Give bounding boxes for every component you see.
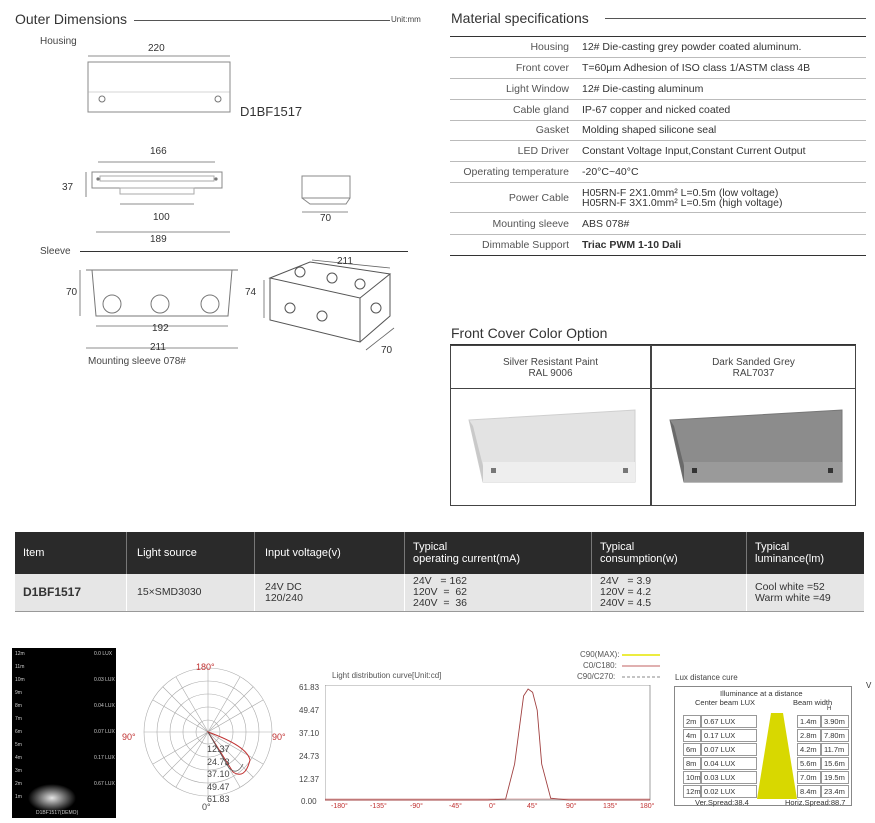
power-cable-low: H05RN-F 2X1.0mm² L=0.5m (low voltage)	[582, 186, 779, 199]
material-rule	[605, 18, 866, 19]
lux-row-lux: 0.67 LUX	[701, 715, 757, 728]
color-option-silver	[450, 345, 651, 506]
spec-row	[450, 214, 866, 235]
dim-192: 192	[152, 323, 169, 334]
front-cover-title: Front Cover Color Option	[451, 325, 608, 341]
dim-166: 166	[150, 146, 167, 157]
ytick: 24.73	[299, 752, 320, 761]
glow-row-label: 7m	[15, 716, 22, 722]
lux-row-lux: 0.02 LUX	[701, 785, 757, 798]
spec-row	[450, 141, 866, 162]
spec-key: Front cover	[515, 62, 569, 74]
spec-key: Mounting sleeve	[492, 218, 569, 230]
dim-74: 74	[245, 287, 257, 298]
dim-70-iso: 70	[381, 345, 393, 356]
lux-row-h: 5.6m	[797, 757, 821, 770]
glow-row-label: 1m	[15, 794, 22, 800]
legend-c0c180: C0/C180:	[583, 661, 617, 670]
illuminance-render	[12, 648, 116, 818]
glow-row-label: 12m	[15, 651, 25, 657]
ytick: 12.37	[299, 775, 320, 784]
polar-ring-label: 24.73	[207, 757, 230, 767]
lux-row-h: 1.4m	[797, 715, 821, 728]
col-consumption: Typical consumption(w)	[592, 532, 747, 574]
spec-key: Dimmable Support	[482, 239, 569, 251]
glow-row-label: 3m	[15, 768, 22, 774]
lux-sub: Illuminance at a distance	[720, 689, 803, 698]
polar-ring-label: 12.37	[207, 744, 230, 754]
glow-row-label: 9m	[15, 690, 22, 696]
product-table-header	[15, 532, 864, 574]
spec-key: Gasket	[535, 124, 569, 136]
xtick: 180°	[640, 803, 655, 810]
xtick: -180°	[331, 803, 348, 810]
power-cable-high: H05RN-F 3X1.0mm² L=0.5m (high voltage)	[582, 196, 783, 209]
lux-row-h: 2.8m	[797, 729, 821, 742]
dim-100: 100	[153, 212, 170, 223]
ytick: 61.83	[299, 683, 320, 692]
lux-row-distance: 10m	[683, 771, 701, 784]
lux-row-h: 4.2m	[797, 743, 821, 756]
spec-key: Cable gland	[512, 104, 569, 116]
housing-drawing	[80, 42, 410, 252]
spec-row	[450, 235, 866, 256]
spec-key: Power Cable	[508, 191, 569, 204]
col-item: Item	[15, 532, 127, 574]
col-current: Typical operating current(mA)	[405, 532, 592, 574]
xtick: -90°	[410, 803, 423, 810]
material-title: Material specifications	[451, 10, 589, 26]
xtick: -135°	[370, 803, 387, 810]
light-curve-chart	[325, 685, 655, 815]
lux-row-w: 19.5m	[821, 771, 849, 784]
spec-row	[450, 58, 866, 79]
lux-col1: Center beam LUX	[695, 698, 756, 707]
glow-row-label: 6m	[15, 729, 22, 735]
spec-key: Light Window	[505, 83, 569, 95]
lux-row-distance: 6m	[683, 743, 701, 756]
spec-row	[450, 120, 866, 141]
dim-211-iso: 211	[337, 256, 353, 267]
xtick: -45°	[449, 803, 462, 810]
spec-value: T=60μm Adhesion of ISO class 1/ASTM class 4B	[582, 62, 811, 74]
xtick: 135°	[603, 803, 618, 810]
dim-70-side: 70	[320, 213, 332, 224]
outer-dimensions-title: Outer Dimensions	[15, 11, 128, 27]
spec-row	[450, 37, 866, 58]
lux-row-lux: 0.03 LUX	[701, 771, 757, 784]
spec-value: ABS 078#	[582, 218, 630, 230]
ytick: 0.00	[301, 797, 317, 806]
glow-row-label: 5m	[15, 742, 22, 748]
spec-row	[450, 183, 866, 213]
cell-voltage: 24V DC 120/240	[255, 574, 405, 611]
lux-row-lux: 0.17 LUX	[701, 729, 757, 742]
polar-left-label: 90°	[122, 732, 136, 742]
title-rule	[134, 20, 390, 21]
spec-value	[577, 188, 866, 208]
hor-spread: Horiz.Spread:88.7	[785, 798, 846, 807]
spec-row	[450, 100, 866, 121]
lux-row-w: 11.7m	[821, 743, 849, 756]
housing-label: Housing	[40, 36, 77, 47]
cell-source: 15×SMD3030	[127, 574, 255, 611]
cell-item: D1BF1517	[15, 574, 127, 611]
spec-value: IP-67 copper and nicked coated	[582, 104, 731, 116]
spec-value: Triac PWM 1-10 Dali	[582, 239, 682, 251]
glow-lux: 0.17 LUX	[94, 755, 115, 761]
col-luminance: Typical luminance(lm)	[755, 541, 825, 565]
polar-top-label: 180°	[196, 662, 215, 672]
polar-ring-label: 37.10	[207, 769, 230, 779]
lux-row-h: 8.4m	[797, 785, 821, 798]
col-light-source: Light source	[127, 532, 255, 574]
lux-row-w: 15.6m	[821, 757, 849, 770]
lux-v: V	[866, 681, 872, 690]
polar-right-label: 90°	[272, 732, 286, 742]
spec-key: Operating temperature	[463, 166, 569, 178]
beam-cone	[757, 713, 797, 799]
lux-row-distance: 4m	[683, 729, 701, 742]
ver-spread: Ver.Spread:38.4	[695, 798, 749, 807]
glow-row-label: 2m	[15, 781, 22, 787]
legend-c90c270: C90/C270:	[577, 672, 616, 681]
glow-lux: 0.04 LUX	[94, 703, 115, 709]
glow-footer: D1BF1517(DEMO)	[36, 810, 79, 816]
ytick: 37.10	[299, 729, 320, 738]
lux-row-lux: 0.07 LUX	[701, 743, 757, 756]
cell-consumption: 24V = 3.9 120V = 4.2 240V = 4.5	[592, 574, 747, 611]
ytick: 49.47	[299, 706, 320, 715]
sleeve-drawing	[60, 258, 400, 368]
xtick: 90°	[566, 803, 577, 810]
lux-distance-table	[674, 686, 852, 806]
legend-c90max: C90(MAX):	[580, 650, 620, 659]
spec-value: -20°C~40°C	[582, 166, 639, 178]
lux-row-distance: 12m	[683, 785, 701, 798]
cell-luminance: Cool white =52 Warm white =49	[755, 580, 831, 604]
mounting-caption: Mounting sleeve 078#	[88, 356, 186, 367]
dim-211: 211	[150, 342, 166, 353]
polar-ring-label: 61.83	[207, 794, 230, 804]
sleeve-label: Sleeve	[40, 246, 71, 257]
grey-cover-image	[666, 406, 846, 490]
polar-ring-label: 49.47	[207, 782, 230, 792]
spec-row	[450, 162, 866, 183]
glow-row-label: 4m	[15, 755, 22, 761]
color-option-grey	[651, 345, 856, 506]
color-code: RAL 9006	[528, 368, 573, 379]
curve-legend-swatches	[620, 650, 665, 682]
lux-distance-title: Lux distance cure	[675, 673, 738, 682]
dim-189: 189	[150, 234, 167, 245]
spec-value: Constant Voltage Input,Constant Current Output	[582, 145, 806, 157]
silver-cover-image	[465, 406, 641, 490]
spec-key: LED Driver	[517, 145, 569, 157]
lux-col2: Beam width	[793, 698, 833, 707]
lux-row-w: 7.80m	[821, 729, 849, 742]
lux-row-distance: 2m	[683, 715, 701, 728]
spec-value: 12# Die-casting aluminum	[582, 83, 704, 95]
glow-lux: 0.03 LUX	[94, 677, 115, 683]
dim-70: 70	[66, 287, 78, 298]
spec-value: Molding shaped silicone seal	[582, 124, 717, 136]
lux-row-lux: 0.04 LUX	[701, 757, 757, 770]
sleeve-rule	[80, 251, 408, 252]
polar-bottom-label: 0°	[202, 802, 211, 812]
color-name: Dark Sanded Grey	[712, 357, 795, 368]
lux-row-w: 23.4m	[821, 785, 849, 798]
col-input-voltage: Input voltage(v)	[255, 532, 405, 574]
glow-lux: 0.0 LUX	[94, 651, 113, 657]
dim-37: 37	[62, 182, 74, 193]
glow-row-label: 11m	[15, 664, 25, 670]
cell-current: 24V = 162 120V = 62 240V = 36	[405, 574, 592, 611]
glow-lux: 0.07 LUX	[94, 729, 115, 735]
product-table-row	[15, 574, 864, 612]
spec-key: Housing	[530, 41, 569, 53]
lux-row-w: 3.90m	[821, 715, 849, 728]
lux-h: H	[827, 706, 832, 712]
xtick: 45°	[527, 803, 538, 810]
xtick: 0°	[489, 803, 496, 810]
glow-row-label: 10m	[15, 677, 25, 683]
curve-line-c90	[325, 689, 650, 800]
color-code: RAL7037	[732, 368, 775, 379]
model-label: D1BF1517	[240, 104, 303, 119]
lux-row-distance: 8m	[683, 757, 701, 770]
dim-220: 220	[148, 43, 165, 54]
curve-title: Light distribution curve[Unit:cd]	[332, 671, 442, 680]
color-name: Silver Resistant Paint	[502, 357, 599, 368]
glow-row-label: 8m	[15, 703, 22, 709]
lux-row-h: 7.0m	[797, 771, 821, 784]
unit-label: Unit:mm	[391, 15, 421, 24]
glow-lux: 0.67 LUX	[94, 781, 115, 787]
spec-value: 12# Die-casting grey powder coated aluminum.	[582, 41, 802, 53]
spec-row	[450, 79, 866, 100]
